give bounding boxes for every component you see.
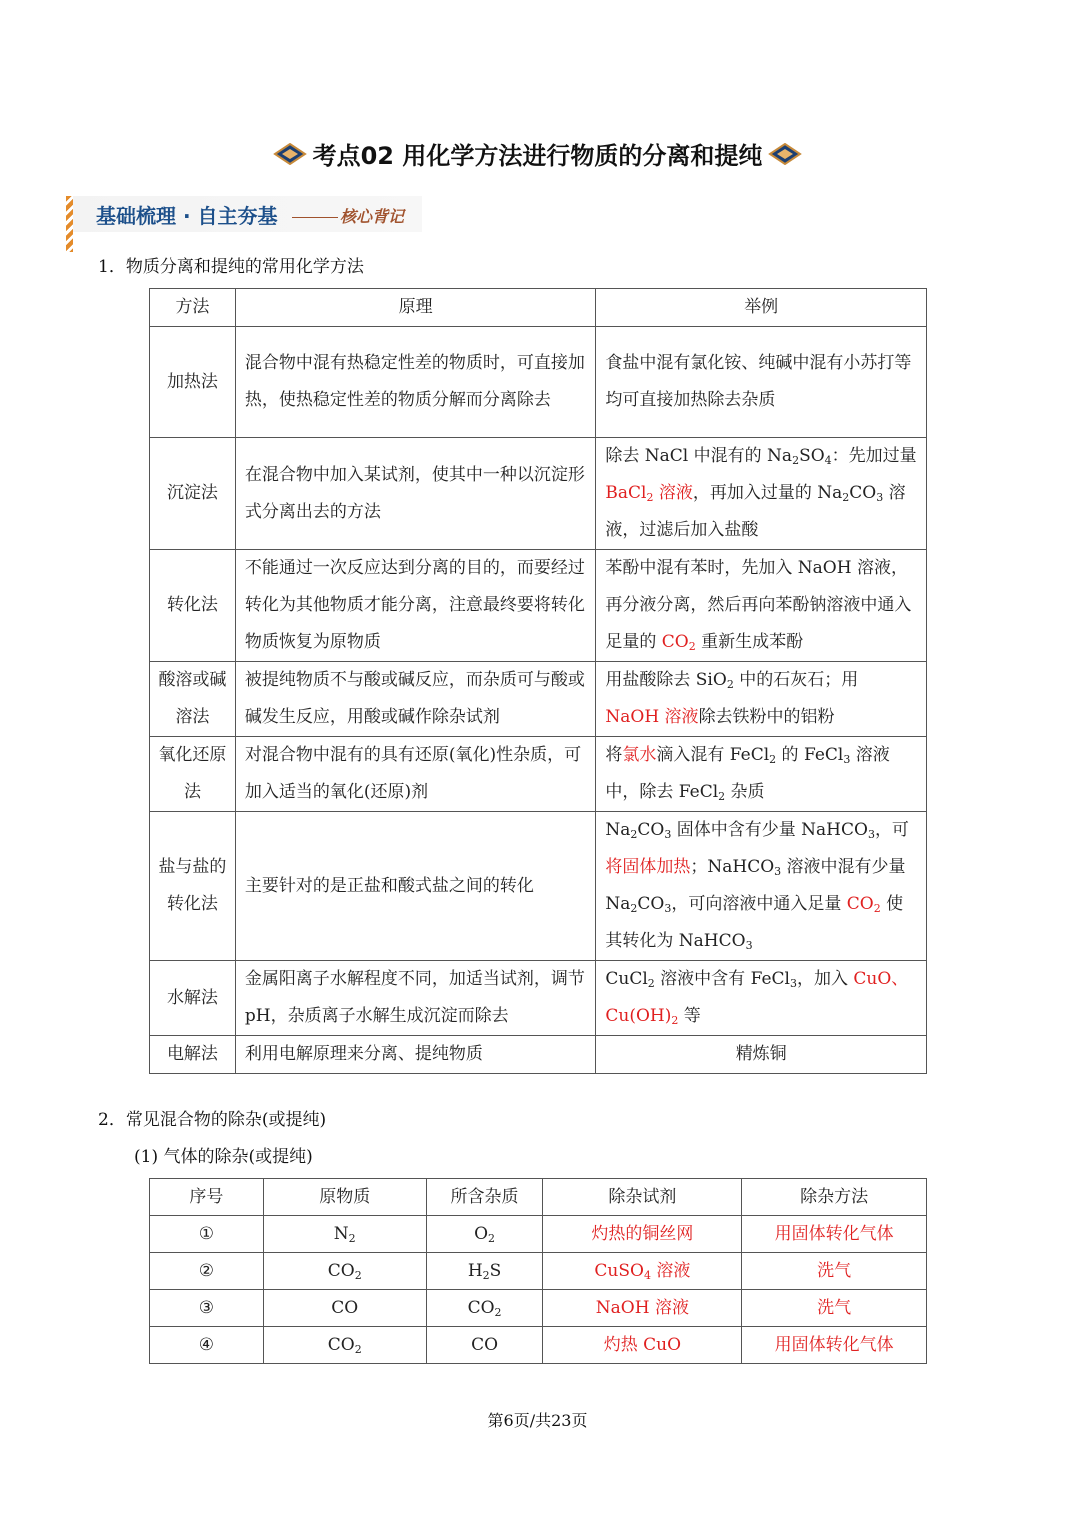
table-row	[150, 550, 927, 662]
substance-cell: $N_2$	[263, 1216, 426, 1253]
method-cell: 转化法	[150, 550, 236, 662]
principle-cell: 主要针对的是正盐和酸式盐之间的转化	[235, 812, 595, 961]
section-title: 基础梳理 · 自主夯基	[96, 204, 278, 228]
example-cell: 食盐中混有氯化铵、纯碱中混有小苏打等均可直接加热除去杂质	[596, 327, 927, 438]
example-cell: 苯酚中混有苯时，先加入 NaOH 溶液，再分液分离，然后再向苯酚钠溶液中通入足量的 $CO_2$ 重新生成苯酚	[596, 550, 927, 662]
principle-cell: 金属阳离子水解程度不同，加适当试剂，调节pH，杂质离子水解生成沉淀而除去	[235, 961, 595, 1036]
method-cell: 盐与盐的转化法	[150, 812, 236, 961]
method-cell: 氧化还原法	[150, 737, 236, 812]
principle-cell: 利用电解原理来分离、提纯物质	[235, 1036, 595, 1074]
table-row	[150, 737, 927, 812]
table-row	[150, 662, 927, 737]
principle-cell: 对混合物中混有的具有还原(氧化)性杂质，可加入适当的氧化(还原)剂	[235, 737, 595, 812]
table-row	[150, 812, 927, 961]
heading-1: 1．物质分离和提纯的常用化学方法	[98, 257, 364, 277]
table-header-row	[150, 289, 927, 327]
header-cell: 除杂试剂	[543, 1179, 742, 1216]
table-row	[150, 327, 927, 438]
principle-cell: 在混合物中加入某试剂，使其中一种以沉淀形式分离出去的方法	[235, 438, 595, 550]
method-cell: 酸溶或碱溶法	[150, 662, 236, 737]
stripe-decoration-icon	[66, 196, 73, 252]
reagent-cell: NaOH 溶液	[543, 1290, 742, 1327]
principle-cell: 不能通过一次反应达到分离的目的，而要经过转化为其他物质才能分离，注意最终要将转化物质恢复为原物质	[235, 550, 595, 662]
table-row	[150, 1216, 927, 1253]
section-banner	[66, 196, 422, 232]
page-footer: 第6页/共23页	[487, 1411, 588, 1430]
method-cell: 电解法	[150, 1036, 236, 1074]
method-cell: 沉淀法	[150, 438, 236, 550]
method-cell: 水解法	[150, 961, 236, 1036]
table-row	[150, 1036, 927, 1074]
example-cell: CuCl$_2$ 溶液中含有 FeCl$_3$，加入 CuO、$Cu(OH)_2$ 等	[596, 961, 927, 1036]
table-row	[150, 438, 927, 550]
example-cell: 用盐酸除去 SiO$_2$ 中的石灰石；用 NaOH 溶液除去铁粉中的铝粉	[596, 662, 927, 737]
example-cell: 除去 NaCl 中混有的 $Na_2SO_4$：先加过量 BaCl$_2$ 溶液，再加入过量的 $Na_2CO_3$ 溶液，过滤后加入盐酸	[596, 438, 927, 550]
method-cell: 用固体转化气体	[742, 1327, 927, 1364]
table-row	[150, 1327, 927, 1364]
header-cell: 序号	[150, 1179, 264, 1216]
reagent-cell: CuSO$_4$ 溶液	[543, 1253, 742, 1290]
header-cell: 所含杂质	[426, 1179, 543, 1216]
no-cell: ③	[150, 1290, 264, 1327]
header-cell: 原物质	[263, 1179, 426, 1216]
heading-3: (1) 气体的除杂(或提纯)	[134, 1147, 313, 1167]
diamond-ornament-icon	[273, 143, 307, 165]
reagent-cell: 灼热 CuO	[543, 1327, 742, 1364]
example-cell: 将氯水滴入混有 FeCl$_2$ 的 FeCl$_3$ 溶液中，除去 FeCl$_2$ 杂质	[596, 737, 927, 812]
example-cell: 精炼铜	[596, 1036, 927, 1074]
table-row	[150, 1253, 927, 1290]
gas-purification-table	[149, 1178, 927, 1364]
section-subtitle: 核心背记	[292, 204, 404, 227]
header-cell: 方法	[150, 289, 236, 327]
impurity-cell: $H_2S$	[426, 1253, 543, 1290]
substance-cell: CO	[263, 1290, 426, 1327]
substance-cell: $CO_2$	[263, 1327, 426, 1364]
method-cell: 洗气	[742, 1253, 927, 1290]
table-header-row	[150, 1179, 927, 1216]
principle-cell: 被提纯物质不与酸或碱反应，而杂质可与酸或碱发生反应，用酸或碱作除杂试剂	[235, 662, 595, 737]
method-cell: 洗气	[742, 1290, 927, 1327]
principle-cell: 混合物中混有热稳定性差的物质时，可直接加热，使热稳定性差的物质分解而分离除去	[235, 327, 595, 438]
table-row	[150, 961, 927, 1036]
diamond-ornament-icon	[768, 143, 802, 165]
header-cell: 除杂方法	[742, 1179, 927, 1216]
impurity-cell: $CO_2$	[426, 1290, 543, 1327]
title-text: 考点02 用化学方法进行物质的分离和提纯	[312, 142, 763, 170]
substance-cell: $CO_2$	[263, 1253, 426, 1290]
method-cell: 加热法	[150, 327, 236, 438]
example-cell: $Na_2CO_3$ 固体中含有少量 NaHCO$_3$，可将固体加热；NaHCO$_3$ 溶液中混有少量 $Na_2CO_3$，可向溶液中通入足量 $CO_2$ 使其转化为 NaHCO$_3$	[596, 812, 927, 961]
method-cell: 用固体转化气体	[742, 1216, 927, 1253]
table-row	[150, 1290, 927, 1327]
reagent-cell: 灼热的铜丝网	[543, 1216, 742, 1253]
no-cell: ②	[150, 1253, 264, 1290]
heading-2: 2．常见混合物的除杂(或提纯)	[98, 1110, 327, 1130]
methods-table	[149, 288, 927, 1074]
header-cell: 举例	[596, 289, 927, 327]
no-cell: ①	[150, 1216, 264, 1253]
impurity-cell: $O_2$	[426, 1216, 543, 1253]
impurity-cell: CO	[426, 1327, 543, 1364]
no-cell: ④	[150, 1327, 264, 1364]
page-title	[0, 136, 1075, 171]
header-cell: 原理	[235, 289, 595, 327]
